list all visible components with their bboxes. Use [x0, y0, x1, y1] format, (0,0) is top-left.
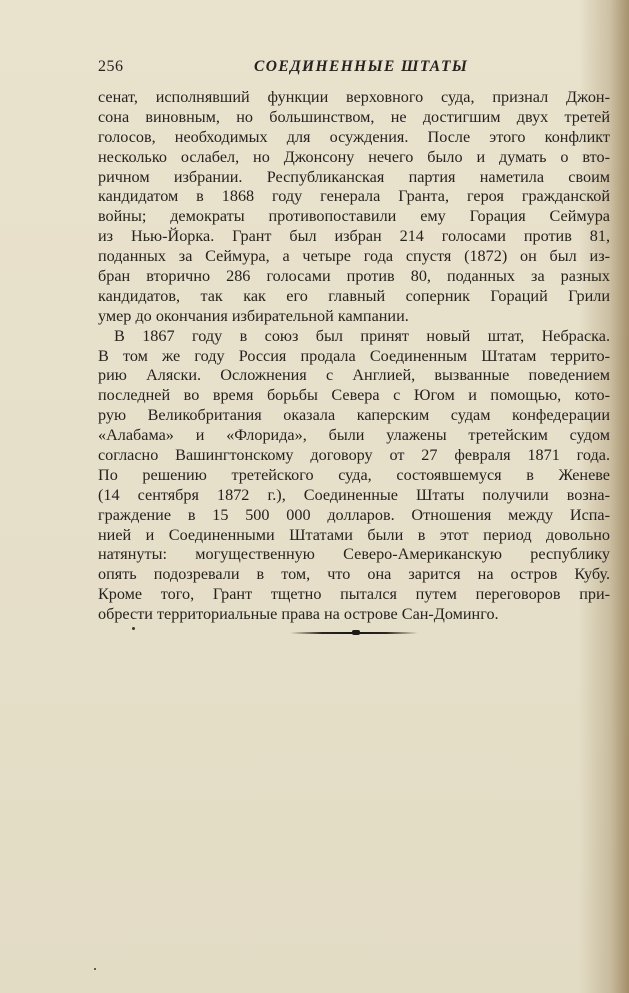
text-line: (14 сентября 1872 г.), Соединенные Штаты получили возна- [98, 485, 610, 504]
text-line: рию Аляски. Осложнения с Англией, вызванные поведением [98, 366, 610, 385]
text-line: В том же году Россия продала Соединенным Штатам террито- [98, 346, 610, 365]
paragraph [98, 327, 610, 625]
text-line: голосов, необходимых для осуждения. После этого конфликт [98, 127, 610, 146]
text-line: кандидатом в 1868 году генерала Гранта, героя гражданской [98, 187, 610, 206]
body-text [98, 88, 610, 625]
text-line: несколько ослабел, но Джонсону нечего было и думать о вто- [98, 147, 610, 166]
text-line: натянуты: могущественную Северо-Американскую республику [98, 545, 610, 564]
text-line: сона виновным, но большинством, не достигшим двух третей [98, 107, 610, 126]
paragraph [98, 88, 610, 327]
text-line: кандидатов, так как его главный соперник Гораций Грили [98, 286, 610, 305]
text-line: сенат, исполнявший функции верховного суда, признал Джон- [98, 88, 610, 106]
text-line: из Нью-Йорка. Грант был избран 214 голосами против 81, [98, 227, 610, 246]
text-line: согласно Вашингтонскому договору от 27 февраля 1871 года. [98, 446, 610, 465]
text-line: опять подозревали в том, что она зарится на остров Кубу. [98, 565, 610, 584]
text-line: поданных за Сеймура, а четыре года спустя (1872) он был из- [98, 247, 610, 266]
text-line: войны; демократы противопоставили ему Горация Сеймура [98, 207, 610, 226]
text-line: В 1867 году в союз был принят новый штат, Небраска. [114, 326, 610, 345]
text-line: граждение в 15 500 000 долларов. Отношения между Испа- [98, 505, 610, 524]
text-line: последней во время борьбы Севера с Югом и помощью, кото- [98, 386, 610, 405]
print-speck [94, 968, 96, 970]
text-line: нией и Соединенными Штатами были в этот период довольно [98, 525, 610, 544]
text-line: бран вторично 286 голосами против 80, поданных за разных [98, 267, 610, 286]
text-line: рую Великобритания оказала каперским судам конфедерации [98, 406, 610, 425]
page-header [98, 58, 610, 80]
page-number: 256 [98, 58, 124, 75]
text-line: ричном избрании. Республиканская партия наметила своим [98, 167, 610, 186]
divider-ornament [352, 630, 360, 635]
text-line: умер до окончания избирательной кампании. [98, 306, 409, 325]
text-line: обрести территориальные права на острове Сан-Доминго. [98, 605, 499, 624]
text-line: Кроме того, Грант тщетно пытался путем переговоров при- [98, 585, 610, 604]
text-line: «Алабама» и «Флорида», были улажены третейским судом [98, 426, 610, 445]
running-title: СОЕДИНЕННЫЕ ШТАТЫ [254, 58, 469, 75]
print-speck [132, 627, 135, 630]
text-line: По решению третейского суда, состоявшемуся в Женеве [98, 465, 610, 484]
